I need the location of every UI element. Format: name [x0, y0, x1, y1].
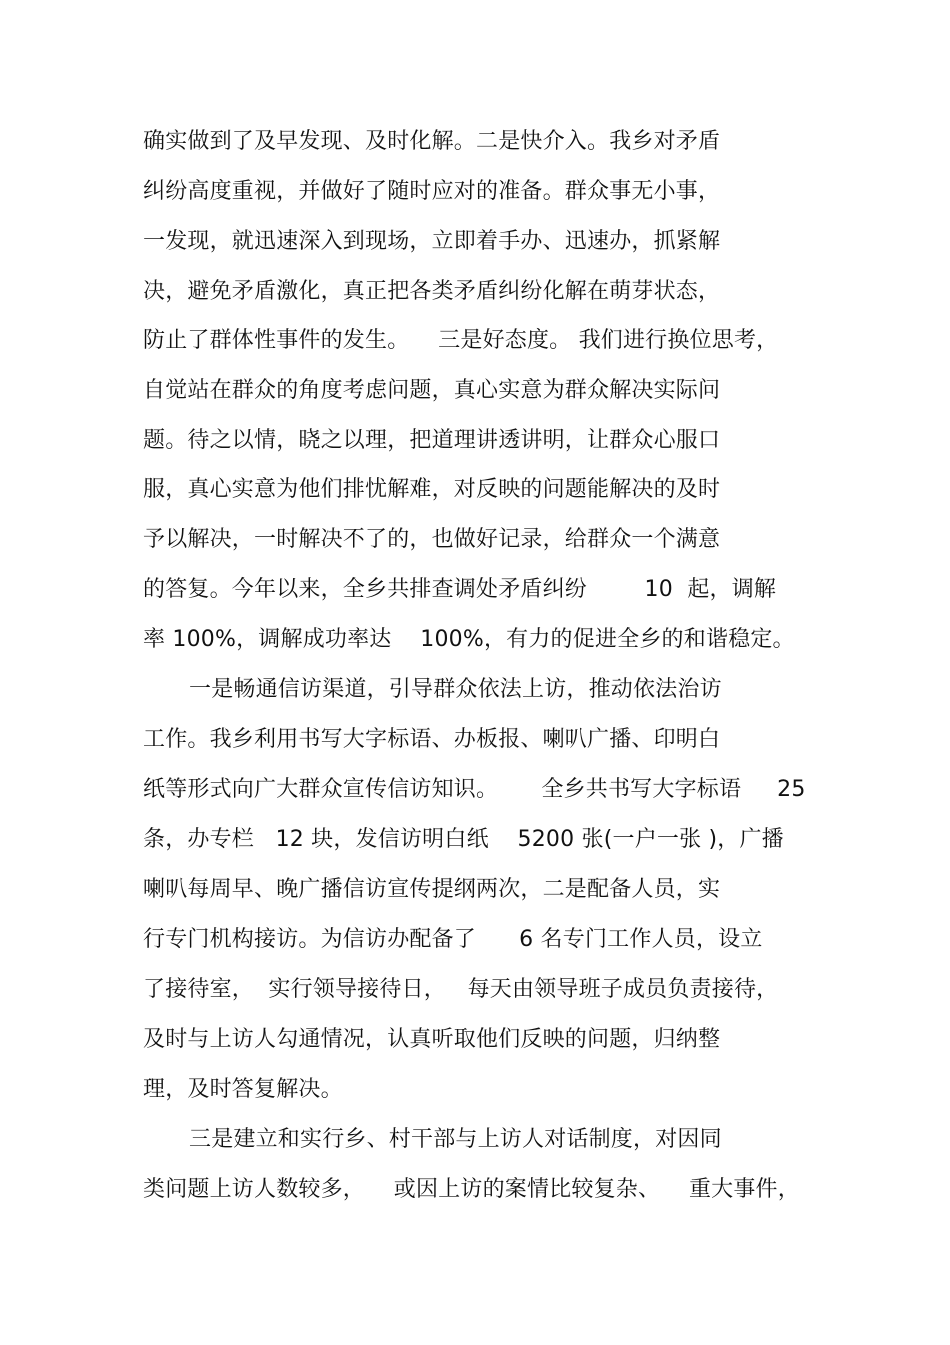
text-line: 喇叭每周早、晚广播信访宣传提纲两次，二是配备人员，实 — [143, 877, 721, 902]
text-line: 确实做到了及早发现、及时化解。二是快介入。我乡对矛盾 — [143, 129, 721, 154]
text-line: 了接待室， 实行领导接待日， 每天由领导班子成员负责接待， — [143, 977, 779, 1002]
paragraph-first-line: 一是畅通信访渠道，引导群众依法上访，推动依法治访 — [189, 677, 722, 702]
text-line: 纸等形式向广大群众宣传信访知识。 全乡共书写大字标语 25 — [143, 777, 806, 802]
text-line: 及时与上访人勾通情况，认真听取他们反映的问题，归纳整 — [143, 1027, 721, 1052]
text-line: 纠纷高度重视，并做好了随时应对的准备。群众事无小事， — [143, 179, 721, 204]
text-line: 工作。我乡利用书写大字标语、办板报、喇叭广播、印明白 — [143, 727, 721, 752]
text-line: 一发现，就迅速深入到现场，立即着手办、迅速办，抓紧解 — [143, 229, 721, 254]
text-line: 题。待之以情，晓之以理，把道理讲透讲明，让群众心服口 — [143, 428, 721, 453]
text-line: 自觉站在群众的角度考虑问题，真心实意为群众解决实际问 — [143, 378, 721, 403]
text-line: 防止了群体性事件的发生。 三是好态度。 我们进行换位思考， — [143, 328, 779, 353]
paragraph-first-line: 三是建立和实行乡、村干部与上访人对话制度，对因同 — [189, 1127, 722, 1152]
text-line: 类问题上访人数较多， 或因上访的案情比较复杂、 重大事件， — [143, 1177, 800, 1202]
text-line: 决，避免矛盾激化，真正把各类矛盾纠纷化解在萌芽状态， — [143, 279, 721, 304]
text-line: 行专门机构接访。为信访办配备了 6 名专门工作人员，设立 — [143, 927, 763, 952]
text-line: 服，真心实意为他们排忧解难，对反映的问题能解决的及时 — [143, 477, 721, 502]
text-line: 的答复。今年以来，全乡共排查调处矛盾纠纷 10 起，调解 — [143, 577, 777, 602]
text-line: 予以解决，一时解决不了的，也做好记录，给群众一个满意 — [143, 527, 721, 552]
text-line: 理，及时答复解决。 — [143, 1077, 343, 1102]
text-line: 率 100%，调解成功率达 100%，有力的促进全乡的和谐稳定。 — [143, 627, 795, 652]
text-line: 条，办专栏 12 块，发信访明白纸 5200 张(一户一张 )，广播 — [143, 827, 784, 852]
